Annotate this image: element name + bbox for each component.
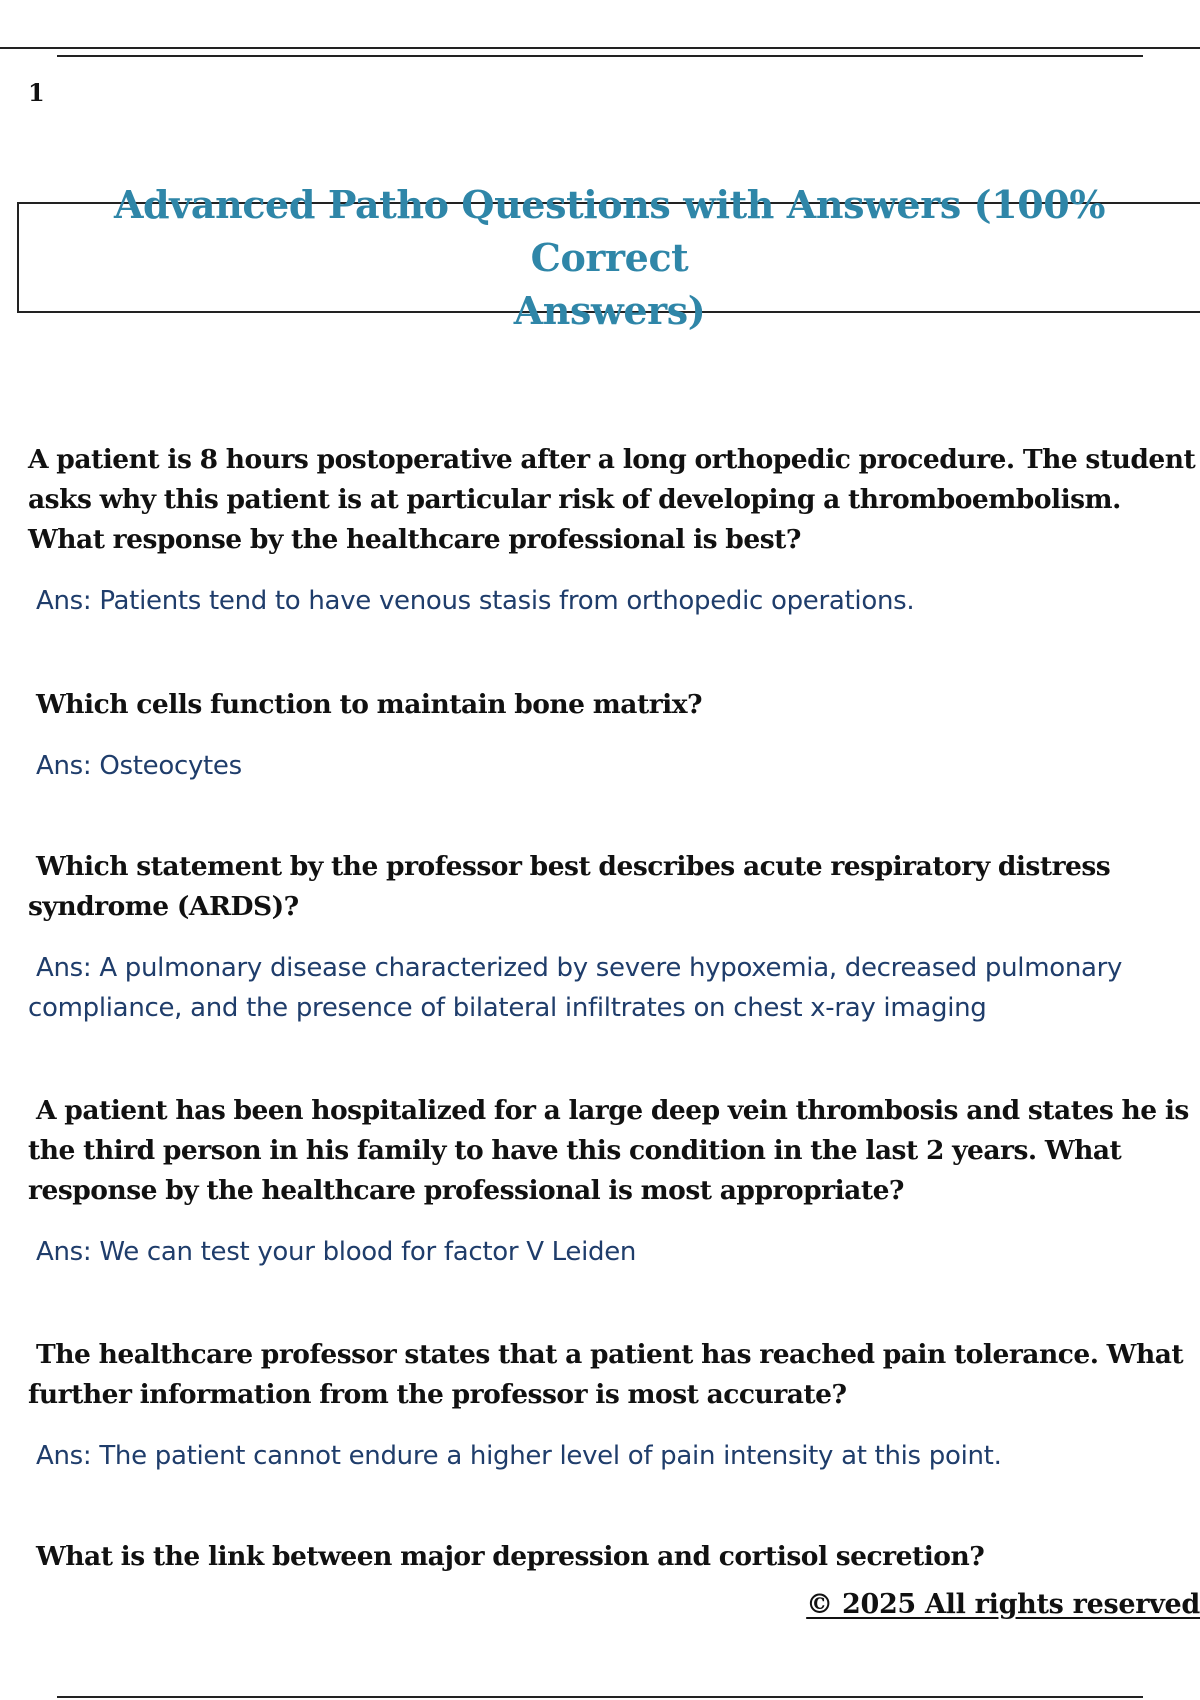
question-1: A patient is 8 hours postoperative after a long orthopedic procedure. The student asks why this patient is at particular risk of developing a thromboembolism. What response by the healthcare professional is best? [28, 444, 1196, 555]
header-rule-inner [57, 55, 1143, 57]
answer-1: Ans: Patients tend to have venous stasis from orthopedic operations. [36, 586, 915, 616]
question-3: Which statement by the professor best describes acute respiratory distress syndrome (ARDS)? [28, 851, 1111, 922]
title-line-1: Advanced Patho Questions with Answers (100% Correct [113, 182, 1106, 280]
qa-item-3 [28, 847, 1200, 1028]
answer-2: Ans: Osteocytes [36, 751, 242, 781]
qa-item-1 [28, 440, 1200, 621]
title-box [17, 182, 1200, 333]
header-rule-full [0, 47, 1200, 49]
question-2: Which cells function to maintain bone matrix? [36, 689, 703, 720]
qa-item-5 [28, 1335, 1200, 1476]
footer-rule [57, 1696, 1143, 1698]
document-title [35, 178, 1185, 337]
copyright-notice: © 2025 All rights reserved [806, 1589, 1200, 1620]
answer-4: Ans: We can test your blood for factor V Leiden [36, 1237, 637, 1267]
title-line-2: Answers) [513, 288, 706, 333]
question-4: A patient has been hospitalized for a large deep vein thrombosis and states he is the third person in his family to have this condition in the last 2 years. What response by the healthcare professional is most appropriate? [28, 1095, 1189, 1206]
page-number: 1 [28, 78, 45, 107]
qa-item-4 [28, 1091, 1200, 1272]
qa-item-6 [28, 1537, 1200, 1577]
question-5: The healthcare professor states that a patient has reached pain tolerance. What further information from the professor is most accurate? [28, 1339, 1184, 1410]
qa-item-2 [28, 685, 1200, 786]
answer-3: Ans: A pulmonary disease characterized by severe hypoxemia, decreased pulmonary compliance, and the presence of bilateral infiltrates on chest x-ray imaging [28, 953, 1123, 1023]
answer-5: Ans: The patient cannot endure a higher level of pain intensity at this point. [36, 1441, 1002, 1471]
question-6: What is the link between major depression and cortisol secretion? [36, 1541, 985, 1572]
